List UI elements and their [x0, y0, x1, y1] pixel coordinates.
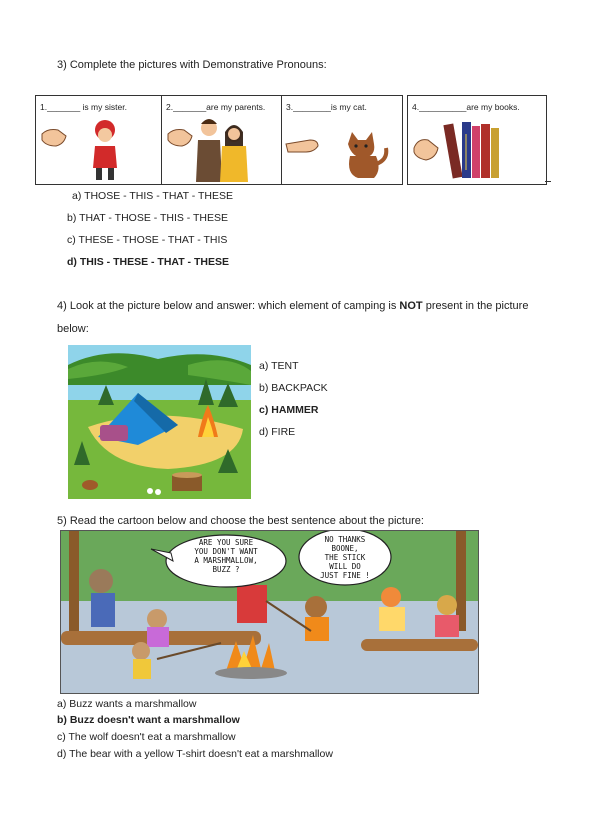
q3-cell-label: 3.________is my cat. [286, 102, 367, 112]
speech-bubble-boone [173, 538, 279, 574]
q3-cell-2 [161, 95, 283, 185]
q5-option-b: b) Buzz doesn't want a marshmallow [57, 714, 240, 726]
bubble-line: A MARSHMALLOW, [194, 556, 258, 565]
pointing-hand-girl-icon [38, 116, 158, 182]
q4-option-b: b) BACKPACK [259, 382, 328, 394]
bubble-line: WILL DO [329, 562, 361, 571]
bubble-line: NO THANKS [324, 535, 366, 544]
q5-option-c: c) The wolf doesn't eat a marshmallow [57, 731, 236, 743]
q3-option-c: c) THESE - THOSE - THAT - THIS [67, 234, 228, 246]
q5-option-d: d) The bear with a yellow T-shirt doesn't eat a marshmallow [57, 748, 333, 760]
bubble-line: JUST FINE ! [320, 571, 370, 580]
q5-option-a: a) Buzz wants a marshmallow [57, 698, 197, 710]
bubble-line: THE STICK [324, 553, 366, 562]
pointing-hand-books-icon [410, 114, 544, 182]
q4-option-d: d) FIRE [259, 426, 296, 438]
q3-picture-strip [35, 95, 545, 185]
pointing-hand-cat-icon [284, 114, 400, 182]
camping-scene-picture [68, 345, 251, 499]
q3-option-d: d) THIS - THESE - THAT - THESE [67, 256, 229, 268]
q4-title-part: present in the picture [422, 300, 529, 312]
q4-title-line2: below: [57, 323, 89, 335]
q4-title-not: NOT [399, 300, 423, 312]
q3-title: 3) Complete the pictures with Demonstrative Pronouns: [57, 59, 327, 71]
q3-option-b: b) THAT - THOSE - THIS - THESE [67, 212, 229, 224]
bubble-line: BOONE, [331, 544, 359, 553]
q3-cell-label: 4.__________are my books. [412, 102, 520, 112]
q3-cell-1 [35, 95, 163, 185]
q4-title [57, 300, 528, 312]
bubble-line: BUZZ ? [212, 565, 240, 574]
q3-option-a: a) THOSE - THIS - THAT - THESE [72, 190, 234, 202]
pointing-hand-parents-icon [164, 112, 280, 182]
q3-cell-label: 1._______ is my sister. [40, 102, 127, 112]
q4-title-part: 4) Look at the picture below and answer: which element of camping is [57, 300, 400, 312]
speech-bubble-buzz [305, 535, 385, 580]
bubble-line: YOU DON'T WANT [194, 547, 258, 556]
bubble-line: ARE YOU SURE [198, 538, 254, 547]
q3-cell-4 [407, 95, 547, 185]
q4-option-c: c) HAMMER [259, 404, 319, 416]
q3-cell-label: 2._______are my parents. [166, 102, 266, 112]
q4-option-a: a) TENT [259, 360, 299, 372]
q5-title: 5) Read the cartoon below and choose the best sentence about the picture: [57, 515, 424, 527]
divider [545, 181, 551, 182]
cartoon-picture [60, 530, 479, 694]
q3-cell-3 [281, 95, 403, 185]
